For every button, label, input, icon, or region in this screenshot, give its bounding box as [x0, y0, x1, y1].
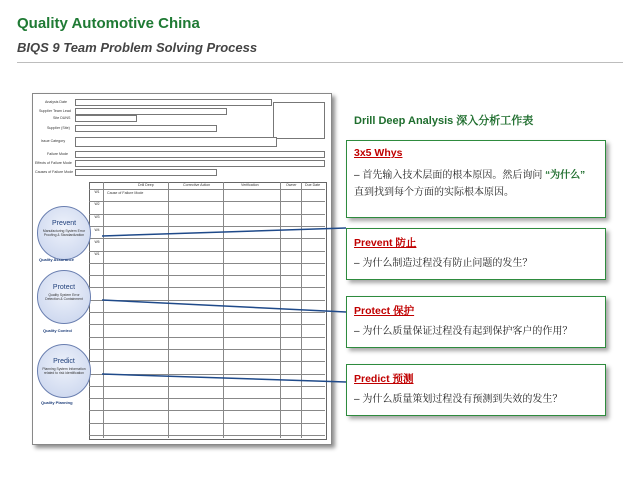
leader-line-protect: [102, 300, 346, 312]
form-field-label: Failure Mode: [47, 152, 68, 156]
row-label: W3: [94, 215, 100, 219]
row-label: W5: [94, 240, 100, 244]
table-header: Drill Deep: [138, 183, 154, 187]
form-field-label: Supplier (Site): [47, 126, 70, 130]
predict-circle: Predict Planning System Information related to risk identification: [37, 344, 91, 398]
callout-body: – 为什么质量策划过程没有预测到失效的发生？: [354, 394, 563, 405]
leader-line-prevent: [102, 228, 346, 236]
table-header: Due Date: [305, 183, 321, 187]
table-header: Owner: [286, 183, 297, 187]
section-quality-control: Quality Control: [43, 328, 72, 333]
causes-header: Cause of Failure Mode: [107, 191, 144, 195]
drill-deep-title: Drill Deep Analysis 深入分析工作表: [354, 115, 534, 127]
callout-body: – 首先输入技术层面的根本原因。然后询问 “为什么” 直到找到每个方面的实际根本原因。: [354, 170, 586, 198]
form-field-label: Causes of Failure Mode: [35, 170, 74, 174]
section-quality-assurance: Quality Assurance: [39, 257, 74, 262]
callout-title: Prevent 防止: [354, 237, 417, 249]
protect-circle: Protect Quality System Error Detection & Containment: [37, 270, 91, 324]
callout-title: Predict 预测: [354, 373, 414, 385]
form-field-label: Supplier Team Lead: [39, 109, 71, 113]
table-header: Verification: [241, 183, 259, 187]
prevent-circle: Prevent Manufacturing System Error Proofing & Standardization: [37, 206, 91, 260]
callout-body: – 为什么制造过程没有防止问题的发生？: [354, 258, 533, 269]
row-label: W2: [94, 202, 100, 206]
section-quality-planning: Quality Planning: [41, 400, 73, 405]
form-field-label: Effects of Failure Mode: [35, 161, 72, 165]
form-field-label: Analysis Date: [45, 100, 67, 104]
form-field-label: Issue Category: [41, 139, 66, 143]
row-label: W4: [94, 228, 100, 232]
row-label: W1: [94, 252, 100, 256]
callout-body: – 为什么质量保证过程没有起到保护客户的作用？: [354, 326, 573, 337]
slide-title: Quality Automotive China: [17, 15, 200, 32]
slide-subtitle: BIQS 9 Team Problem Solving Process: [17, 40, 258, 55]
leader-line-predict: [102, 374, 346, 382]
callout-title: 3x5 Whys: [354, 147, 403, 159]
table-header: Corrective Action: [183, 183, 211, 187]
form-field-label: Site DUNS: [53, 116, 71, 120]
row-label: W1: [94, 190, 100, 194]
callout-title: Protect 保护: [354, 305, 415, 317]
